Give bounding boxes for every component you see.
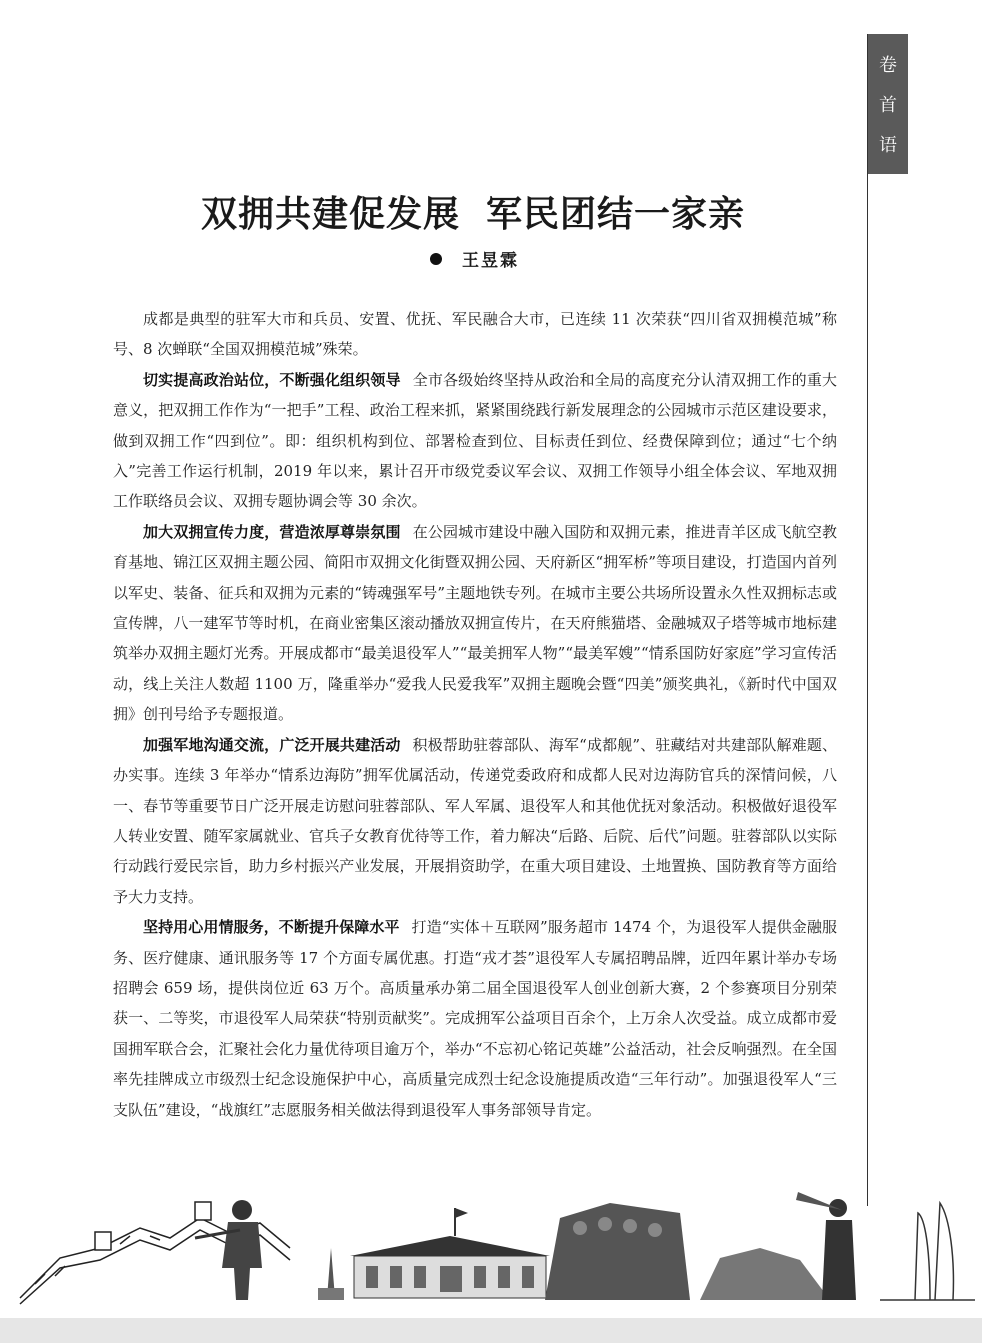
title-part-2: 军民团结一家亲 [486, 193, 746, 235]
footer-illustration [0, 1188, 982, 1308]
paragraph-text: 打造“实体＋互联网”服务超市 1474 个，为退役军人提供金融服务、医疗健康、通讯服务等 17 个方面专属优惠。打造“戎才荟”退役军人专属招聘品牌，近四年累计举办专场招聘会 659 场，提供岗位近 63 万个。高质量承办第二届全国退役军人创业创新大赛，2 个参赛项目分别荣获一、二等奖，市退役军人局荣获“特别贡献奖”。完成拥军公益项目百余个，上万余人次受益。成立成都市爱国拥军联合会，汇聚社会化力量优待项目逾万个，举办“不忘初心铭记英雄”公益活动，社会反响强烈。在全国率先挂牌成立市级烈士纪念设施保护中心，高质量完成烈士纪念设施提质改造“三年行动”。加强退役军人“三支队伍”建设，“战旗红”志愿服务相关做法得到退役军人事务部领导肯定。 [113, 918, 837, 1119]
author-line [430, 246, 519, 271]
paragraph [113, 365, 837, 517]
memorial-hall-icon [350, 1208, 550, 1298]
paragraph-text: 积极帮助驻蓉部队、海军“成都舰”、驻藏结对共建部队解难题、办实事。连续 3 年举办“情系边海防”拥军优属活动，传递党委政府和成都人民对边海防官兵的深情问候，八一、春节等重要节日广泛开展走访慰问驻蓉部队、军人军属、退役军人和其他优抚对象活动。积极做好退役军人转业安置、随军家属就业、官兵子女教育优待等工作，着力解决“后路、后院、后代”问题。驻蓉部队以实际行动践行爱民宗旨，助力乡村振兴产业发展，开展捐资助学，在重大项目建设、土地置换、国防教育等方面给予大力支持。 [113, 735, 837, 906]
paragraph [113, 730, 837, 912]
paragraph-lead: 坚持用心用情服务，不断提升保障水平 [143, 918, 400, 937]
paragraph-lead: 加大双拥宣传力度，营造浓厚尊崇氛围 [143, 522, 401, 541]
article-body [113, 304, 837, 1125]
paragraph-lead: 加强军地沟通交流，广泛开展共建活动 [143, 735, 401, 754]
monument-icon [318, 1248, 344, 1300]
paragraph-lead: 切实提高政治站位，不断强化组织领导 [143, 370, 401, 389]
paragraph-text: 成都是典型的驻军大市和兵员、安置、优抚、军民融合大市，已连续 11 次荣获“四川省双拥模范城”称号、8 次蝉联“全国双拥模范城”殊荣。 [113, 310, 837, 359]
paragraph-text: 在公园城市建设中融入国防和双拥元素，推进青羊区成飞航空教育基地、锦江区双拥主题公园、简阳市双拥文化街暨双拥公园、天府新区“拥军桥”等项目建设，打造国内首列以军史、装备、征兵和双拥为元素的“铸魂强军号”主题地铁专列。在城市主要公共场所设置永久性双拥标志或宣传牌，八一建军节等时机，在商业密集区滚动播放双拥宣传片，在天府熊猫塔、金融城双子塔等城市地标建筑举办双拥主题灯光秀。开展成都市“最美退役军人”“最美拥军人物”“最美军嫂”“情系国防好家庭”学习宣传活动，线上关注人数超 1100 万，隆重举办“爱我人民爱我军”双拥主题晚会暨“四美”颁奖典礼，《新时代中国双拥》创刊号给予专题报道。 [113, 522, 837, 724]
title-part-1: 双拥共建促发展 [200, 193, 460, 235]
paragraph [113, 304, 837, 365]
relief-icon [700, 1248, 830, 1300]
bullet-dot-icon [430, 253, 442, 265]
section-tab-char: 卷 [879, 55, 897, 76]
section-tab-char: 首 [879, 95, 897, 116]
section-tab [868, 34, 908, 174]
paragraph [113, 912, 837, 1125]
page-bottom-bar [0, 1318, 982, 1343]
twin-towers-icon [880, 1203, 975, 1300]
article-title [0, 186, 946, 237]
author-name: 王昱霖 [462, 251, 519, 271]
section-tab-char: 语 [879, 135, 897, 156]
paragraph-text: 全市各级始终坚持从政治和全局的高度充分认清双拥工作的重大意义，把双拥工作作为“一把手”工程、政治工程来抓，紧紧围绕践行新发展理念的公园城市示范区建设要求，做到双拥工作“四到位”。即：组织机构到位、部署检查到位、目标责任到位、经费保障到位；通过“七个纳入”完善工作运行机制，2019 年以来，累计召开市级党委议军会议、双拥工作领导小组全体会议、军地双拥工作联络员会议、双拥专题协调会等 30 余次。 [113, 370, 837, 511]
paragraph [113, 517, 837, 730]
sculpture-group-icon [545, 1203, 690, 1300]
